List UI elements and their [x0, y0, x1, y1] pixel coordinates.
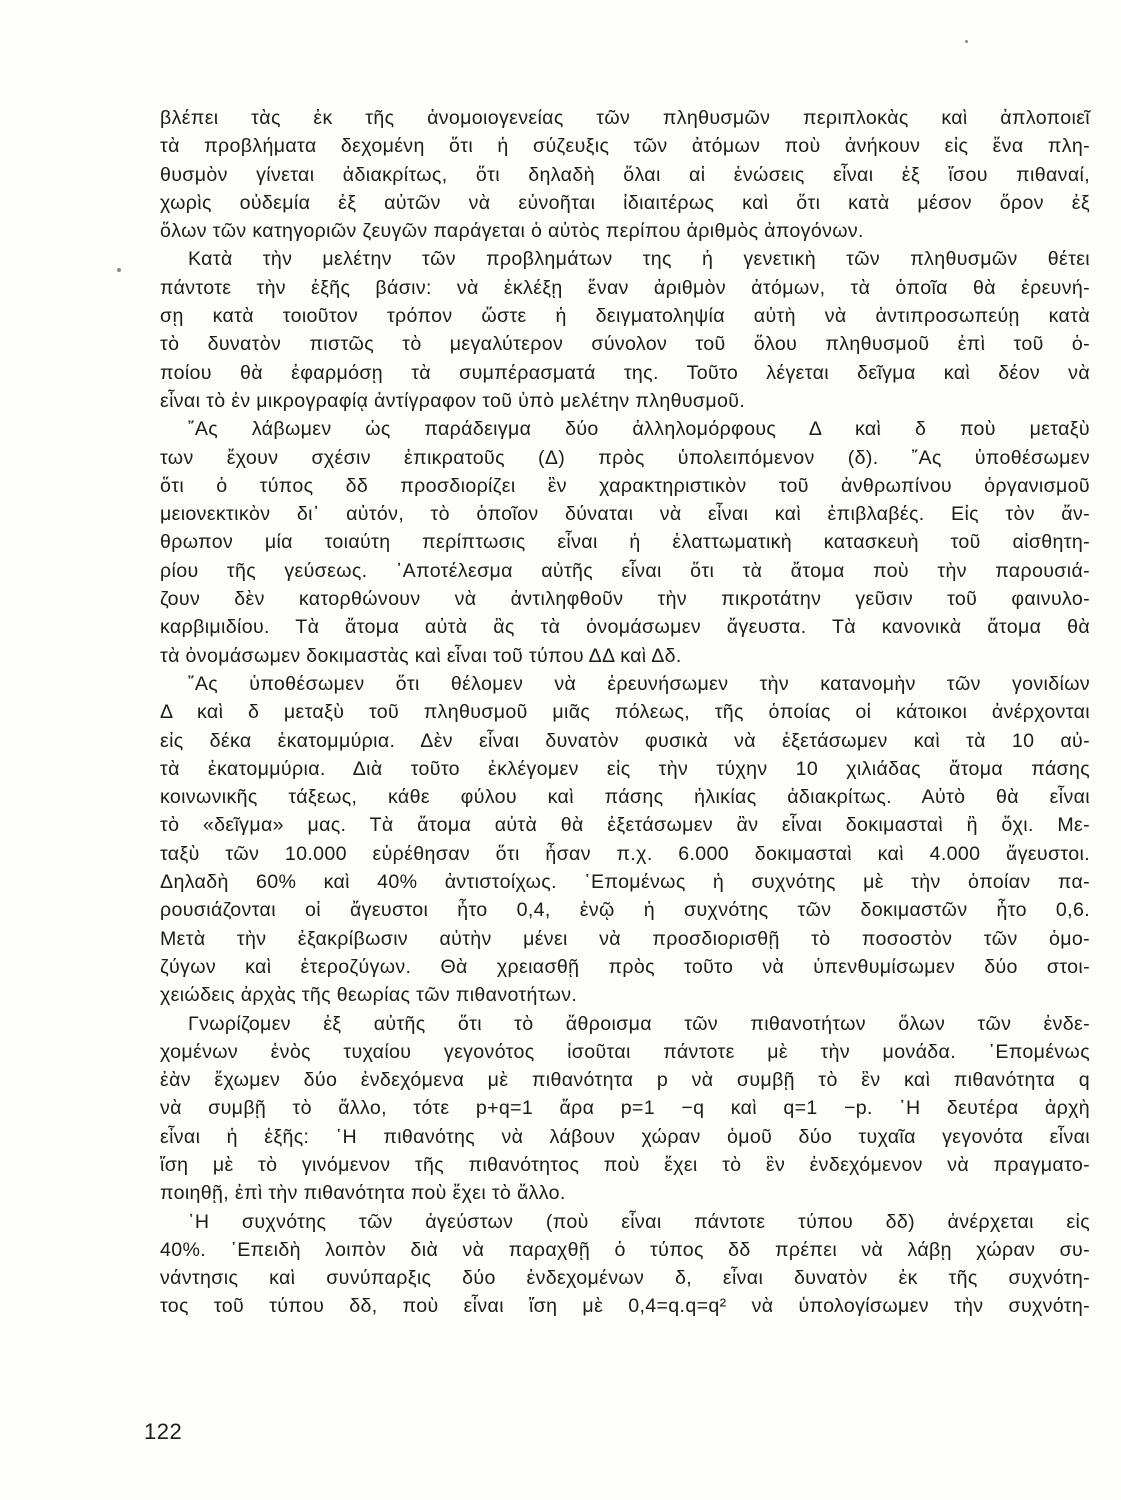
text-line: τὸ «δεῖγμα» μας. Τὰ ἄτομα αὐτὰ θὰ ἐξετάσωμεν ἂν εἶναι δοκιμασταὶ ἢ ὄχι. Με-: [160, 814, 1090, 837]
text-line: σῃ κατὰ τοιοῦτον τρόπον ὥστε ἡ δειγματοληψία αὐτὴ νὰ ἀντιπροσωπεύῃ κατὰ: [160, 305, 1090, 328]
text-line: θρωπον μία τοιαύτη περίπτωσις εἶναι ἡ ἐλαττωματικὴ κατασκευὴ τοῦ αἰσθητη-: [160, 531, 1090, 554]
text-line: ὅλων τῶν κατηγοριῶν ζευγῶν παράγεται ὁ αὐτὸς περίπου ἀριθμὸς ἀπογόνων.: [160, 220, 864, 243]
text-line: εἰς δέκα ἑκατομμύρια. Δὲν εἶναι δυνατὸν φυσικὰ νὰ ἐξετάσωμεν καὶ τὰ 10 αὐ-: [160, 729, 1090, 752]
print-speck: [117, 268, 121, 272]
text-line: εἶναι τὸ ἐν μικρογραφίᾳ ἀντίγραφον τοῦ ὑπὸ μελέτην πληθυσμοῦ.: [160, 389, 746, 412]
text-line: τὰ ὀνομάσωμεν δοκιμαστὰς καὶ εἶναι τοῦ τύπου ΔΔ καὶ Δδ.: [160, 644, 682, 667]
text-line: Κατὰ τὴν μελέτην τῶν προβλημάτων της ἡ γενετικὴ τῶν πληθυσμῶν θέτει: [188, 248, 1090, 271]
text-line: μειονεκτικὸν δι᾽ αὐτόν, τὸ ὁποῖον δύναται νὰ εἶναι καὶ ἐπιβλαβές. Εἰς τὸν ἄν-: [160, 503, 1090, 526]
text-line: καρβιμιδίου. Τὰ ἄτομα αὐτὰ ἂς τὰ ὀνομάσωμεν ἄγευστα. Τὰ κανονικὰ ἄτομα θὰ: [160, 616, 1090, 639]
text-line: ῾Η συχνότης τῶν ἀγεύστων (ποὺ εἶναι πάντοτε τύπου δδ) ἀνέρχεται εἰς: [188, 1210, 1090, 1233]
text-line: ὅτι ὁ τύπος δδ προσδιορίζει ἓν χαρακτηριστικὸν τοῦ ἀνθρωπίνου ὀργανισμοῦ: [160, 474, 1090, 497]
text-line: τὰ ἑκατομμύρια. Διὰ τοῦτο ἐκλέγομεν εἰς τὴν τύχην 10 χιλιάδας ἄτομα πάσης: [160, 757, 1090, 780]
text-line: ῎Ας λάβωμεν ὡς παράδειγμα δύο ἀλληλομόρφους Δ καὶ δ ποὺ μεταξὺ: [188, 418, 1090, 441]
text-line: τὰ προβλήματα δεχομένη ὅτι ἡ σύζευξις τῶν ἀτόμων ποὺ ἀνήκουν εἰς ἕνα πλη-: [160, 135, 1090, 158]
text-line: 40%. ᾿Επειδὴ λοιπὸν διὰ νὰ παραχθῇ ὁ τύπος δδ πρέπει νὰ λάβῃ χώραν συ-: [160, 1238, 1090, 1261]
text-line: τὸ δυνατὸν πιστῶς τὸ μεγαλύτερον σύνολον τοῦ ὅλου πληθυσμοῦ ἐπὶ τοῦ ὁ-: [160, 333, 1090, 356]
text-line: Δ καὶ δ μεταξὺ τοῦ πληθυσμοῦ μιᾶς πόλεως, τῆς ὁποίας οἱ κάτοικοι ἀνέρχονται: [160, 701, 1090, 724]
text-line: εἶναι ἡ ἑξῆς: ῾Η πιθανότης νὰ λάβουν χώραν ὁμοῦ δύο τυχαῖα γεγονότα εἶναι: [160, 1125, 1090, 1148]
text-line: χειώδεις ἀρχὰς τῆς θεωρίας τῶν πιθανοτήτων.: [160, 984, 578, 1007]
text-line: τος τοῦ τύπου δδ, ποὺ εἶναι ἴση μὲ 0,4=q.q=q² νὰ ὑπολογίσωμεν τὴν συχνότη-: [160, 1295, 1090, 1318]
text-line: νάντησις καὶ συνύπαρξις δύο ἐνδεχομένων δ, εἶναι δυνατὸν ἐκ τῆς συχνότη-: [160, 1267, 1090, 1290]
text-line: Δηλαδὴ 60% καὶ 40% ἀντιστοίχως. ῾Επομένως ἡ συχνότης μὲ τὴν ὁποίαν πα-: [160, 871, 1090, 894]
text-line: χωρὶς οὐδεμία ἐξ αὐτῶν νὰ εὐνοῆται ἰδιαιτέρως καὶ ὅτι κατὰ μέσον ὅρον ἐξ: [160, 191, 1090, 214]
text-line: ποιηθῇ, ἐπὶ τὴν πιθανότητα ποὺ ἔχει τὸ ἄλλο.: [160, 1182, 566, 1205]
text-line: ποίου θὰ ἐφαρμόσῃ τὰ συμπέρασματά της. Τοῦτο λέγεται δεῖγμα καὶ δέον νὰ: [160, 361, 1090, 384]
text-line: των ἔχουν σχέσιν ἐπικρατοῦς (Δ) πρὸς ὑπολειπόμενον (δ). ῎Ας ὑποθέσωμεν: [160, 446, 1090, 469]
text-line: Μετὰ τὴν ἐξακρίβωσιν αὐτὴν μένει νὰ προσδιορισθῇ τὸ ποσοστὸν τῶν ὁμο-: [160, 927, 1090, 950]
text-line: ζύγων καὶ ἑτεροζύγων. Θὰ χρειασθῇ πρὸς τοῦτο νὰ ὑπενθυμίσωμεν δύο στοι-: [160, 955, 1090, 978]
text-line: Γνωρίζομεν ἐξ αὐτῆς ὅτι τὸ ἄθροισμα τῶν πιθανοτήτων ὅλων τῶν ἐνδε-: [188, 1012, 1090, 1035]
text-line: ἐὰν ἔχωμεν δύο ἐνδεχόμενα μὲ πιθανότητα p νὰ συμβῇ τὸ ἓν καὶ πιθανότητα q: [160, 1069, 1090, 1092]
text-line: ζουν δὲν κατορθώνουν νὰ ἀντιληφθοῦν τὴν πικροτάτην γεῦσιν τοῦ φαινυλο-: [160, 588, 1090, 611]
text-line: κοινωνικῆς τάξεως, κάθε φύλου καὶ πάσης ἡλικίας ἀδιακρίτως. Αὐτὸ θὰ εἶναι: [160, 786, 1090, 809]
text-line: ρουσιάζονται οἱ ἄγευστοι ἦτο 0,4, ἐνῷ ἡ συχνότης τῶν δοκιμαστῶν ἦτο 0,6.: [160, 899, 1090, 922]
text-line: ρίου τῆς γεύσεως. ᾿Αποτέλεσμα αὐτῆς εἶναι ὅτι τὰ ἄτομα ποὺ τὴν παρουσιά-: [160, 559, 1090, 582]
text-line: βλέπει τὰς ἐκ τῆς ἀνομοιογενείας τῶν πληθυσμῶν περιπλοκὰς καὶ ἁπλοποιεῖ: [160, 107, 1090, 129]
text-line: ῎Ας ὑποθέσωμεν ὅτι θέλομεν νὰ ἐρευνήσωμεν τὴν κατανομὴν τῶν γονιδίων: [188, 672, 1090, 695]
text-line: πάντοτε τὴν ἑξῆς βάσιν: νὰ ἐκλέξῃ ἕναν ἀριθμὸν ἀτόμων, τὰ ὁποῖα θὰ ἐρευνή-: [160, 276, 1090, 299]
text-line: νὰ συμβῇ τὸ ἄλλο, τότε p+q=1 ἄρα p=1 −q καὶ q=1 −p. ῾Η δευτέρα ἀρχὴ: [160, 1097, 1090, 1120]
text-line: θυσμὸν γίνεται ἀδιακρίτως, ὅτι δηλαδὴ ὅλαι αἱ ἑνώσεις εἶναι ἐξ ἴσου πιθαναί,: [160, 163, 1090, 186]
text-line: χομένων ἑνὸς τυχαίου γεγονότος ἰσοῦται πάντοτε μὲ τὴν μονάδα. ῾Επομένως: [160, 1040, 1090, 1063]
body-text: [160, 104, 1090, 1321]
text-line: ταξὺ τῶν 10.000 εὑρέθησαν ὅτι ἦσαν π.χ. 6.000 δοκιμασταὶ καὶ 4.000 ἄγευστοι.: [160, 842, 1090, 865]
page-number: 122: [144, 1419, 183, 1444]
text-line: ἴση μὲ τὸ γινόμενον τῆς πιθανότητος ποὺ ἔχει τὸ ἓν ἐνδεχόμενον νὰ πραγματο-: [160, 1153, 1090, 1176]
print-speck: [965, 40, 968, 43]
